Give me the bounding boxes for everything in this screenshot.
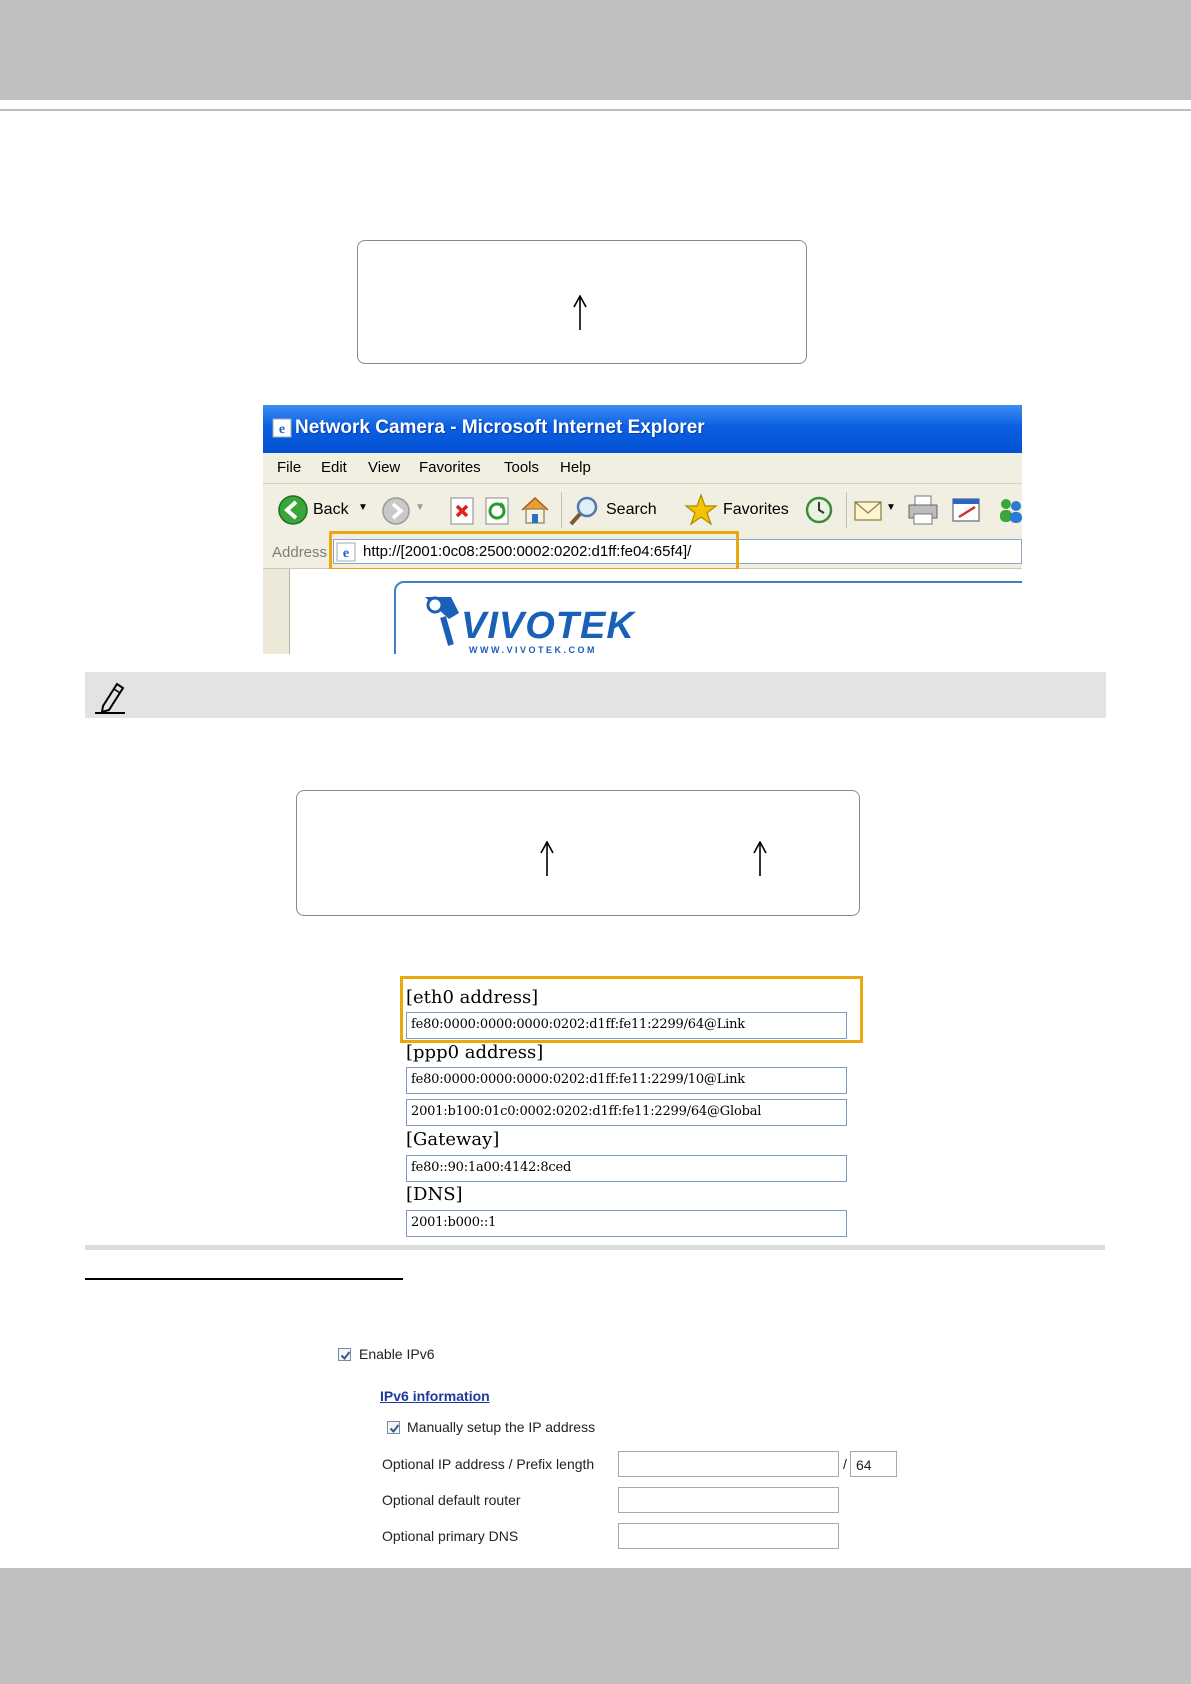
default-router-label: Optional default router [382,1492,521,1508]
back-dropdown-icon[interactable]: ▼ [358,502,368,513]
enable-ipv6-checkbox[interactable] [338,1348,351,1361]
section-divider [85,1245,1105,1250]
header-band [0,0,1191,100]
search-icon[interactable] [568,494,602,528]
ie-icon [272,418,292,438]
prefix-length-value: 64 [856,1457,872,1473]
back-icon[interactable] [277,494,309,526]
dns-address: 2001:b000::1 [411,1215,497,1230]
eth0-label: [eth0 address] [406,987,539,1008]
up-arrow-icon [540,841,554,877]
menu-view[interactable]: View [368,459,401,476]
up-arrow-icon [753,841,767,877]
ppp0-label: [ppp0 address] [406,1042,544,1063]
favorites-button[interactable]: Favorites [723,501,789,518]
search-button[interactable]: Search [606,501,657,518]
checkmark-icon [339,1349,352,1362]
ppp0-address-box [406,1067,847,1094]
prefix-separator: / [843,1456,847,1472]
toolbar-separator [561,492,562,528]
eth0-address: fe80:0000:0000:0000:0202:d1ff:fe11:2299/64@Link [411,1017,745,1032]
vivotek-logo-url: WWW.VIVOTEK.COM [469,645,597,654]
url-highlight-box [329,531,739,571]
menu-file[interactable]: File [277,459,302,476]
header-rule [0,109,1191,111]
browser-content-side [263,569,290,654]
vivotek-logo-text: VIVOTEK [461,605,635,647]
print-icon[interactable] [906,494,940,526]
pencil-note-icon [93,680,127,714]
gateway-address-box [406,1155,847,1182]
address-label: Address [272,544,328,561]
primary-dns-label: Optional primary DNS [382,1528,519,1544]
back-button[interactable]: Back [313,501,349,518]
forward-dropdown-icon[interactable]: ▼ [415,502,425,513]
home-icon[interactable] [518,493,552,527]
messenger-icon[interactable] [996,495,1022,525]
stop-icon[interactable] [450,497,476,525]
menu-favorites[interactable]: Favorites [419,459,481,476]
note-bar [85,672,1106,718]
callout-box-2 [296,790,860,916]
svg-text:e: e [342,546,350,561]
optional-ip-input[interactable] [618,1451,839,1477]
svg-text:e: e [278,422,286,437]
address-url[interactable]: http://[2001:0c08:2500:0002:0202:d1ff:fe04:65f4]/ [363,543,692,560]
browser-title-bar [263,405,1022,453]
prefix-length-input[interactable] [850,1451,897,1477]
eth0-address-box [406,1012,847,1039]
toolbar-separator [846,492,847,528]
up-arrow-icon [573,295,587,331]
checkmark-icon [388,1422,401,1435]
ppp0-address-box [406,1099,847,1126]
gateway-address: fe80::90:1a00:4142:8ced [411,1160,572,1175]
ppp0-link-address: fe80:0000:0000:0000:0202:d1ff:fe11:2299/10@Link [411,1072,745,1087]
menu-tools[interactable]: Tools [504,459,540,476]
heading-underline [85,1278,403,1280]
edit-icon[interactable] [951,495,983,525]
browser-window [263,405,1022,654]
mail-icon[interactable] [853,495,885,525]
forward-icon[interactable] [381,496,411,526]
mail-dropdown-icon[interactable]: ▼ [886,502,896,513]
history-icon[interactable] [804,495,834,525]
browser-toolbar [263,484,1022,537]
manual-setup-label[interactable]: Manually setup the IP address [407,1419,596,1435]
enable-ipv6-label[interactable]: Enable IPv6 [359,1346,435,1362]
primary-dns-input[interactable] [618,1523,839,1549]
ppp0-global-address: 2001:b100:01c0:0002:0202:d1ff:fe11:2299/64@Global [411,1104,762,1119]
browser-title: Network Camera - Microsoft Internet Explorer [295,417,705,438]
vivotek-logo [421,593,635,654]
optional-ip-label: Optional IP address / Prefix length [382,1456,595,1472]
footer-band [0,1568,1191,1684]
manual-setup-checkbox[interactable] [387,1421,400,1434]
dns-label: [DNS] [406,1184,463,1205]
favorites-star-icon[interactable] [684,493,718,527]
gateway-label: [Gateway] [406,1129,500,1150]
default-router-input[interactable] [618,1487,839,1513]
menu-help[interactable]: Help [560,459,591,476]
ipv6-information-link[interactable]: IPv6 information [380,1388,490,1404]
menu-edit[interactable]: Edit [321,459,347,476]
callout-box-1 [357,240,807,364]
browser-menu-bar [263,453,1022,484]
dns-address-box [406,1210,847,1237]
refresh-icon[interactable] [485,497,511,525]
